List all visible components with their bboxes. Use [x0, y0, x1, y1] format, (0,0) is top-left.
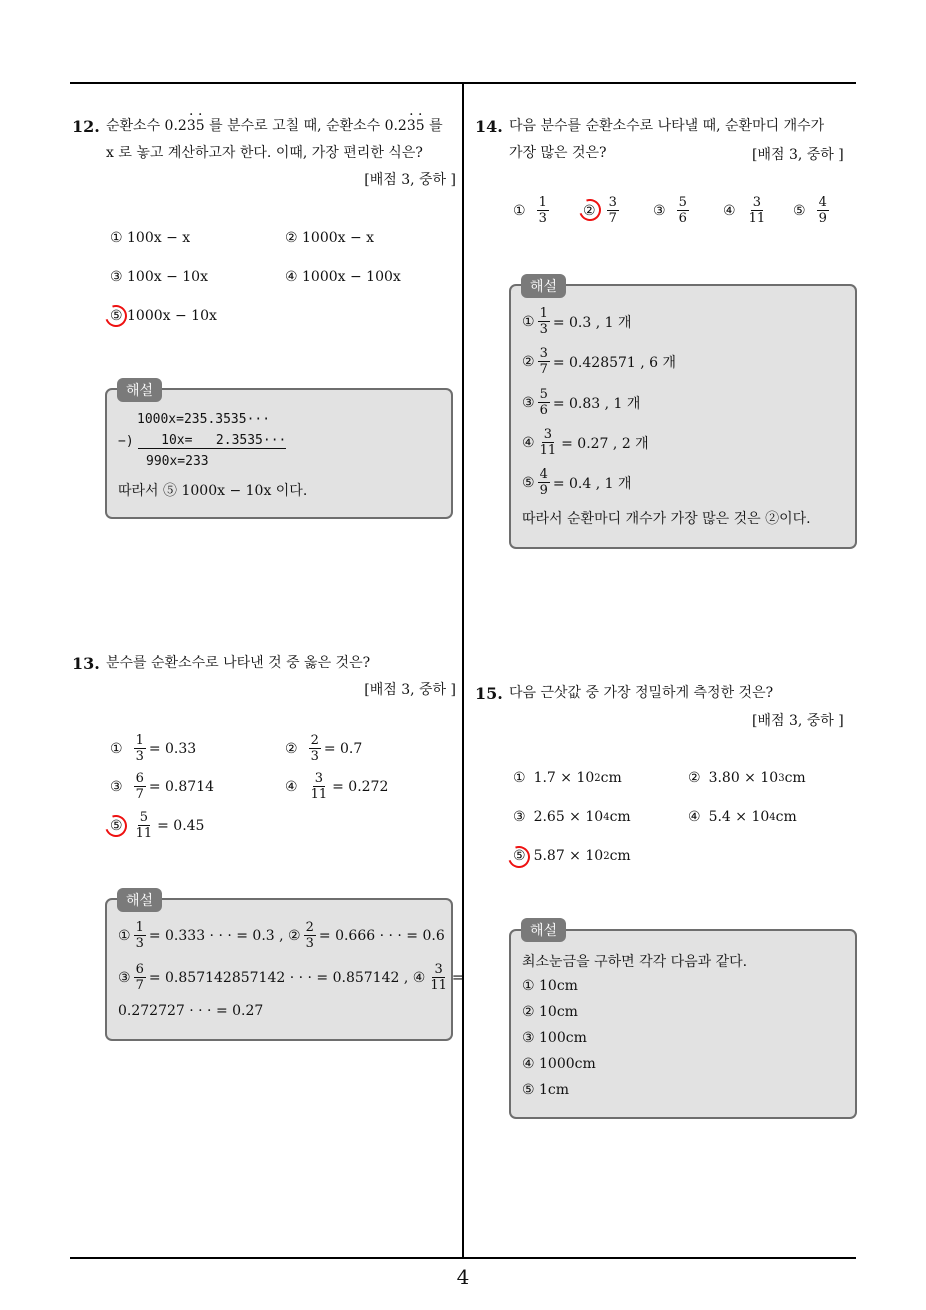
solution-line: 990x=233 — [146, 454, 209, 469]
question-meta: [배점 3, 중하 ] — [752, 713, 844, 729]
answer-option-2[interactable]: ② 3.80 × 10 3 cm — [688, 770, 806, 786]
answer-option-1[interactable]: ① 100x − x — [110, 230, 191, 246]
question-13 — [72, 650, 456, 704]
solution-intro: 최소눈금을 구하면 각각 다음과 같다. — [522, 954, 748, 970]
question-meta: [배점 3, 중하 ] — [364, 172, 456, 188]
question-text: 순환소수 0.23 ·5 · 를 분수로 고칠 때, 순환소수 0.23 ·5 · 를 x 로 놓고 계산하고자 한다. 이때, 가장 편리한 식은? — [106, 113, 456, 167]
answer-option-1[interactable]: ① 1.7 × 10 2 cm — [513, 770, 622, 786]
question-text: 다음 분수를 순환소수로 나타낼 때, 순환마디 개수가 가장 많은 것은? — [509, 118, 825, 161]
answer-option-4[interactable]: ④ $\frac{3}{11}$ = 0.272 — [285, 771, 389, 802]
solution-line: ① $\frac{1}{3}$ = 0.333 · · · = 0.3 , ② $\frac{2}{3}$ = 0.666 · · · = 0.6 — [118, 920, 445, 951]
question-number: 12. — [72, 117, 100, 136]
solution-line: ⑤ 1cm — [522, 1082, 570, 1098]
question-12 — [72, 113, 456, 194]
solution-conclusion: 따라서 ⑤ 1000x − 10x 이다. — [118, 483, 308, 499]
answer-option-5[interactable]: ⑤ $\frac{4}{9}$ — [793, 195, 827, 226]
bottom-rule — [70, 1257, 856, 1259]
solution-line: ① 10cm — [522, 978, 578, 994]
answer-option-2[interactable]: ② 1000x − x — [285, 230, 375, 246]
answer-option-3[interactable]: ③ 2.65 × 10 4 cm — [513, 809, 631, 825]
solution-line: ④ 1000cm — [522, 1056, 596, 1072]
column-divider — [462, 82, 464, 1259]
solution-line: −) 10x= 2.3535··· — [118, 433, 287, 449]
answer-option-4[interactable]: ④ 5.4 × 10 4 cm — [688, 809, 797, 825]
solution-tag: 해설 — [117, 888, 162, 912]
question-number: 15. — [475, 684, 503, 703]
selected-answer-mark — [504, 842, 533, 871]
solution-conclusion: 따라서 순환마디 개수가 가장 많은 것은 ②이다. — [522, 511, 811, 527]
question-text: 분수를 순환소수로 나타낸 것 중 옳은 것은? — [106, 655, 371, 671]
answer-option-1[interactable]: ① $\frac{1}{3}$ — [513, 195, 547, 226]
answer-option-3[interactable]: ③ $\frac{5}{6}$ — [653, 195, 687, 226]
answer-option-3[interactable]: ③ 100x − 10x — [110, 269, 208, 285]
answer-option-4[interactable]: ④ $\frac{3}{11}$ — [723, 195, 766, 226]
solution-line: ② $\frac{3}{7}$ = 0.428571 , 6 개 — [522, 346, 677, 377]
answer-option-2[interactable]: ② $\frac{2}{3}$ = 0.7 — [285, 733, 363, 764]
solution-line: ① $\frac{1}{3}$ = 0.3 , 1 개 — [522, 306, 632, 337]
question-number: 14. — [475, 117, 503, 136]
question-meta: [배점 3, 중하 ] — [364, 682, 456, 698]
question-text: 다음 근삿값 중 가장 정밀하게 측정한 것은? — [509, 685, 774, 701]
solution-line: 0.272727 · · · = 0.27 — [118, 1003, 264, 1019]
answer-option-5[interactable]: ⑤ $\frac{5}{11}$ = 0.45 — [110, 810, 205, 841]
solution-line: ③ 100cm — [522, 1030, 587, 1046]
solution-line: ④ $\frac{3}{11}$ = 0.27 , 2 개 — [522, 427, 649, 458]
solution-line: ③ $\frac{6}{7}$ = 0.857142857142 · · · = 0.857142 , ④ $\frac{3}{11}$ = — [118, 962, 464, 993]
selected-answer-mark — [101, 301, 130, 330]
question-meta: [배점 3, 중하 ] — [752, 147, 844, 163]
solution-line: 1000x=235.3535··· — [137, 412, 271, 427]
answer-option-1[interactable]: ① $\frac{1}{3}$ = 0.33 — [110, 733, 197, 764]
answer-option-5[interactable]: ⑤ 5.87 × 10 2 cm — [513, 848, 631, 864]
question-number: 13. — [72, 654, 100, 673]
answer-option-5[interactable]: ⑤ 1000x − 10x — [110, 308, 217, 324]
solution-line: ② 10cm — [522, 1004, 578, 1020]
solution-tag: 해설 — [117, 378, 162, 402]
question-15 — [475, 680, 859, 707]
solution-line: ③ $\frac{5}{6}$ = 0.83 , 1 개 — [522, 387, 641, 418]
page-number: 4 — [456, 1265, 470, 1289]
answer-option-2[interactable]: ② $\frac{3}{7}$ — [583, 195, 617, 226]
solution-tag: 해설 — [521, 274, 566, 298]
solution-tag: 해설 — [521, 918, 566, 942]
answer-option-3[interactable]: ③ $\frac{6}{7}$ = 0.8714 — [110, 771, 215, 802]
solution-line: ⑤ $\frac{4}{9}$ = 0.4 , 1 개 — [522, 467, 632, 498]
answer-option-4[interactable]: ④ 1000x − 100x — [285, 269, 401, 285]
